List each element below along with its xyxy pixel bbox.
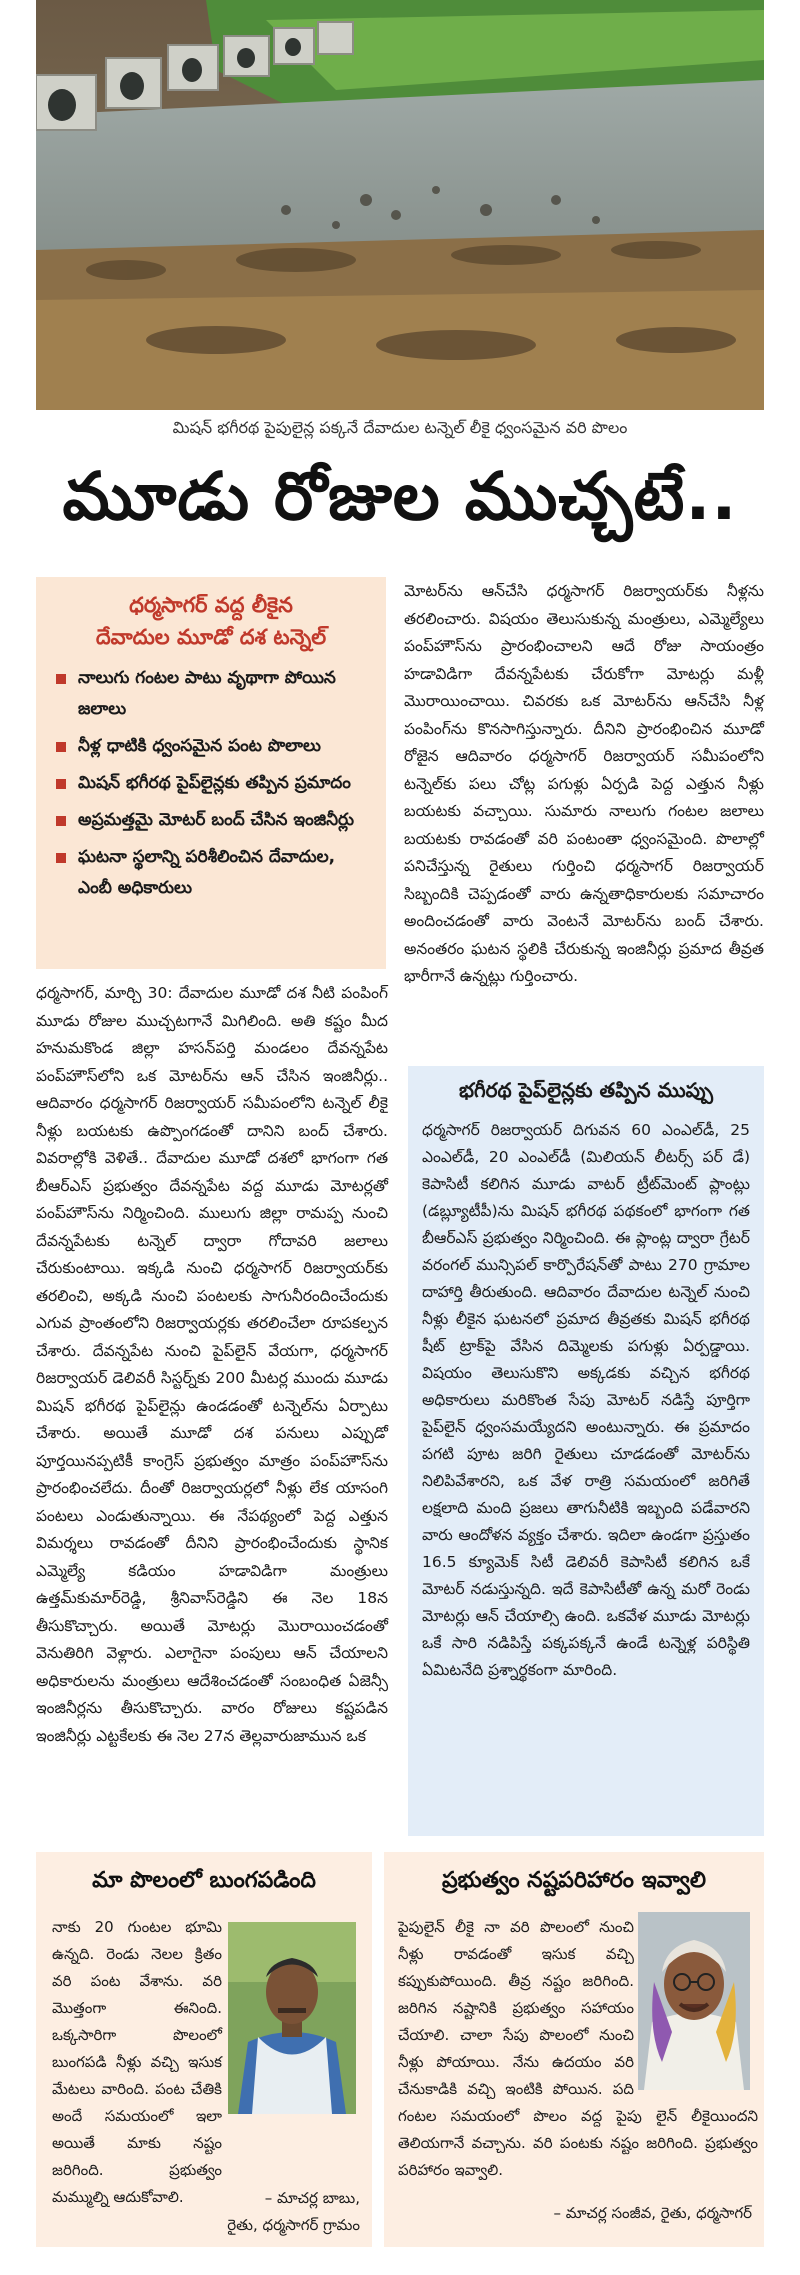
quote-1-signature-place: రైతు, ధర్మసాగర్ గ్రామం <box>227 2216 360 2234</box>
quote-box-1 <box>36 1852 372 2247</box>
highlight-item: మిషన్ భగీరథ పైప్‌లైన్లకు తప్పిన ప్రమాదం <box>56 768 372 799</box>
quote-box-2 <box>384 1852 764 2247</box>
quote-2-title: ప్రభుత్వం నష్టపరిహారం ఇవ్వాలి <box>442 1868 706 1893</box>
highlight-item: ఘటనా స్థలాన్ని పరిశీలించిన దేవాదుల, ఎంబీ అధికారులు <box>56 842 372 904</box>
article-body-right: మోటర్‌ను ఆన్‌చేసి ధర్మసాగర్ రిజర్వాయర్‌కు నీళ్లను తరలించారు. విషయం తెలుసుకున్న మంత్రులు, ఎమ్మెల్యేలు పంప్‌హౌస్‌ను ప్రారంభించాలని ఆదే రోజు సాయంత్రం హడావిడిగా దేవన్నపేటకు చేరుకోగా మోటర్లు మళ్లీ మొరాయించాయి. చివరకు ఒక మోటర్‌ను ఆన్‌చేసి నీళ్ల పంపింగ్‌ను కొనసాగిస్తున్నారు. దీనిని ప్రారంభించిన మూడో రోజైన ఆదివారం ధర్మసాగర్ రిజర్వాయర్ సమీపంలోని టన్నెల్‌కు పలు చోట్ల పగుళ్లు ఏర్పడి పెద్ద ఎత్తున నీళ్లు బయటకు వచ్చాయి. సుమారు నాలుగు గంటల జలాలు బయటకు రావడంతో వరి పంటంతా ధ్వంసమైంది. పొలాల్లో పనిచేస్తున్న రైతులు గుర్తించి ధర్మసాగర్ రిజర్వాయర్ సిబ్బందికి చెప్పడంతో వారు ఉన్నతాధికారులకు సమాచారం అందించడంతో వారు వెంటనే మోటర్‌ను బంద్ చేశారు. అనంతరం ఘటన స్థలికి చేరుకున్న ఇంజినీర్లు ప్రమాద తీవ్రత భారీగానే ఉన్నట్లు గుర్తించారు. <box>404 582 764 985</box>
highlight-item: నీళ్ల ధాటికి ధ్వంసమైన పంట పొలాలు <box>56 731 372 762</box>
sidebar-box <box>408 1066 764 1836</box>
news-photo <box>36 0 764 410</box>
highlights-title <box>50 589 372 653</box>
sidebar-body: ధర్మసాగర్ రిజర్వాయర్ దిగువన 60 ఎంఎల్‌డీ, 25 ఎంఎల్‌డీ, 20 ఎంఎల్‌డీ (మిలియన్ లీటర్స్ పర్ డే) కెపాసిటీ కలిగిన మూడు వాటర్ ట్రీట్‌మెంట్ ప్లాంట్లు (డబ్ల్యూటీపీ)ను మిషన్ భగీరథ పథకంలో భాగంగా గత బీఆర్‌ఎస్ ప్రభుత్వం నిర్మించింది. ఈ ప్లాంట్ల ద్వారా గ్రేటర్ వరంగల్ మున్సిపల్ కార్పొరేషన్‌తో పాటు 270 గ్రామాల దాహార్తి తీరుతుంది. ఆదివారం దేవాదుల టన్నెల్ నుంచి నీళ్లు లీకైన ఘటనలో ప్రమాద తీవ్రతకు మిషన్ భగీరథ షీట్ ట్రాక్‌పై వేసిన దిమ్మెలకు పగుళ్లు ఏర్పడ్డాయి. విషయం తెలుసుకొని అక్కడకు వచ్చిన భగీరథ అధికారులు మరికొంత సేపు మోటర్ నడిస్తే పూర్తిగా పైప్‌లైన్ ధ్వంసమయ్యేదని అంటున్నారు. ఈ ప్రమాదం పగటి పూట జరిగి రైతులు చూడడంతో మోటర్‌ను నిలిపివేశారని, ఒక వేళ రాత్రి సమయంలో జరిగితే లక్షలాది మంది ప్రజలు తాగునీటికి ఇబ్బంది పడేవారని వారు ఆందోళన వ్యక్తం చేశారు. ఇదిలా ఉండగా ప్రస్తుతం 16.5 క్యూమెక్ సిటీ డెలివరీ కెపాసిటీ కలిగిన ఒకే మోటర్ నడుస్తున్నది. ఇదే కెపాసిటీతో ఉన్న మరో రెండు మోటర్లు ఆన్ చేయాల్సి ఉంది. ఒకవేళ మూడు మోటర్లు ఒకే సారి నడిపిస్తే పక్కపక్కనే ఉండే టన్నెళ్ల పరిస్థితి ఏమిటనేది ప్రశ్నార్థకంగా మారింది. <box>422 1121 750 1679</box>
highlight-item: అప్రమత్తమై మోటర్ బంద్ చేసిన ఇంజినీర్లు <box>56 805 372 836</box>
highlights-title-line1: ధర్మసాగర్ వద్ద లీకైన <box>129 593 293 617</box>
highlights-box <box>36 577 386 969</box>
sidebar-title: భగీరథ పైప్‌లైన్లకు తప్పిన ముప్పు <box>458 1078 714 1102</box>
farmer-portrait-1 <box>228 1922 356 2114</box>
highlight-item: నాలుగు గంటల పాటు వృథాగా పోయిన జలాలు <box>56 663 372 725</box>
quote-2-signature: – మాచర్ల సంజీవ, రైతు, ధర్మసాగర్ <box>553 2204 752 2222</box>
quote-1-signature: – మాచర్ల బాబు, <box>264 2189 360 2207</box>
paddy-field-photo <box>36 0 764 410</box>
highlights-title-line2: దేవాదుల మూడో దశ టన్నెల్ <box>95 625 327 649</box>
farmer-portrait-2 <box>638 1912 750 2090</box>
quote-1-text: నాకు 20 గుంటల భూమి ఉన్నది. రెండు నెలల క్రితం వరి పంట వేశాను. వరి మొత్తంగా ఈనింది. ఒక్కసారిగా పొలంలో బుంగపడి నీళ్లు వచ్చి ఇసుక మేటలు వారింది. పంట చేతికి అందే సమయంలో ఇలా అయితే మాకు నష్టం జరిగింది. ప్రభుత్వం మమ్ముల్ని ఆదుకోవాలి. <box>52 1918 222 2206</box>
article-body-left: ధర్మసాగర్, మార్చి 30: దేవాదుల మూడో దశ నీటి పంపింగ్ మూడు రోజుల ముచ్చటగానే మిగిలింది. అతి కష్టం మీద హనుమకొండ జిల్లా హసన్‌పర్తి మండలం దేవన్నపేట పంప్‌హౌస్‌లోని ఒక మోటర్‌ను ఆన్ చేసిన ఇంజినీర్లు.. ఆదివారం ధర్మసాగర్ రిజర్వాయర్ సమీపంలోని టన్నెల్ లీకై నీళ్లు బయటకు ఉప్పొంగడంతో దానిని బంద్ చేశారు. వివరాల్లోకి వెళితే.. దేవాదుల మూడో దశలో భాగంగా గత బీఆర్‌ఎస్ ప్రభుత్వం దేవన్నపేట వద్ద మూడు మోటర్లతో పంప్‌హౌస్‌ను నిర్మించింది. ములుగు జిల్లా రామప్ప నుంచి దేవన్నపేటకు టన్నెల్ ద్వారా గోదావరి జలాలు చేరుకుంటాయి. ఇక్కడి నుంచి ధర్మసాగర్ రిజర్వాయర్‌కు తరలించి, అక్కడి నుంచి పంటలకు సాగునీరందించేందుకు ఎగువ ప్రాంతంలోని రిజర్వాయర్లకు తరలించేలా రూపకల్పన చేశారు. దేవన్నపేట నుంచి పైప్‌లైన్ వేయగా, ధర్మసాగర్ రిజర్వాయర్ డెలివరీ సిస్టర్న్‌కు 200 మీటర్ల ముందు మూడు మిషన్ భగీరథ పైప్‌లైన్లు ఉండడంతో టన్నెల్‌ను ఏర్పాటు చేశారు. అయితే మూడో దశ పనులు ఎప్పుడో పూర్తయినప్పటికీ కాంగ్రెస్ ప్రభుత్వం మాత్రం పంప్‌హౌస్‌ను ప్రారంభించలేదు. దీంతో రిజర్వాయర్లలో నీళ్లు లేక యాసంగి పంటలు ఎండుతున్నాయి. ఈ నేపథ్యంలో పెద్ద ఎత్తున విమర్శలు రావడంతో దీనిని ప్రారంభించేందుకు స్థానిక ఎమ్మెల్యే కడియం హడావిడిగా మంత్రులు ఉత్తమ్‌కుమార్‌రెడ్డి, శ్రీనివాస్‌రెడ్డిని ఈ నెల 18న తీసుకొచ్చారు. అయితే మోటర్లు మొరాయించడంతో వెనుతిరిగి వెళ్లారు. ఎలాగైనా పంపులు ఆన్ చేయాలని అధికారులను మంత్రులు ఆదేశించడంతో సంబంధిత ఏజెన్సీ ఇంజినీర్లను తీసుకొచ్చారు. వారం రోజులు కష్టపడిన ఇంజినీర్లు ఎట్టకేలకు ఈ నెల 27న తెల్లవారుజామున ఒక <box>36 984 388 1745</box>
quote-1-title: మా పొలంలో బుంగపడింది <box>92 1868 316 1893</box>
highlights-list <box>36 663 386 904</box>
photo-caption: మిషన్ భగీరథ పైపులైన్ల పక్కనే దేవాదుల టన్నెల్ లీకై ధ్వంసమైన వరి పొలం <box>172 418 628 437</box>
quote-2-text: పైపులైన్ లీకై నా వరి పొలంలో నుంచి నీళ్లు రావడంతో ఇసుక వచ్చి కప్పుకుపోయింది. తీవ్ర నష్టం జరిగింది. జరిగిన నష్టానికి ప్రభుత్వం సహాయం చేయాలి. చాలా సేపు పొలంలో నుంచి నీళ్లు పోయాయి. నేను ఉదయం వరి చేనుకాడికి వచ్చి ఇంటికి పోయిన. పది గంటల సమయంలో పొలం వద్ద పైపు లైన్ లీకైయిందని తెలియగానే వచ్చాను. వరి పంటకు నష్టం జరిగింది. ప్రభుత్వం పరిహారం ఇవ్వాలి. <box>398 1918 758 2179</box>
headline: మూడు రోజుల ముచ్చటే.. <box>62 458 738 535</box>
